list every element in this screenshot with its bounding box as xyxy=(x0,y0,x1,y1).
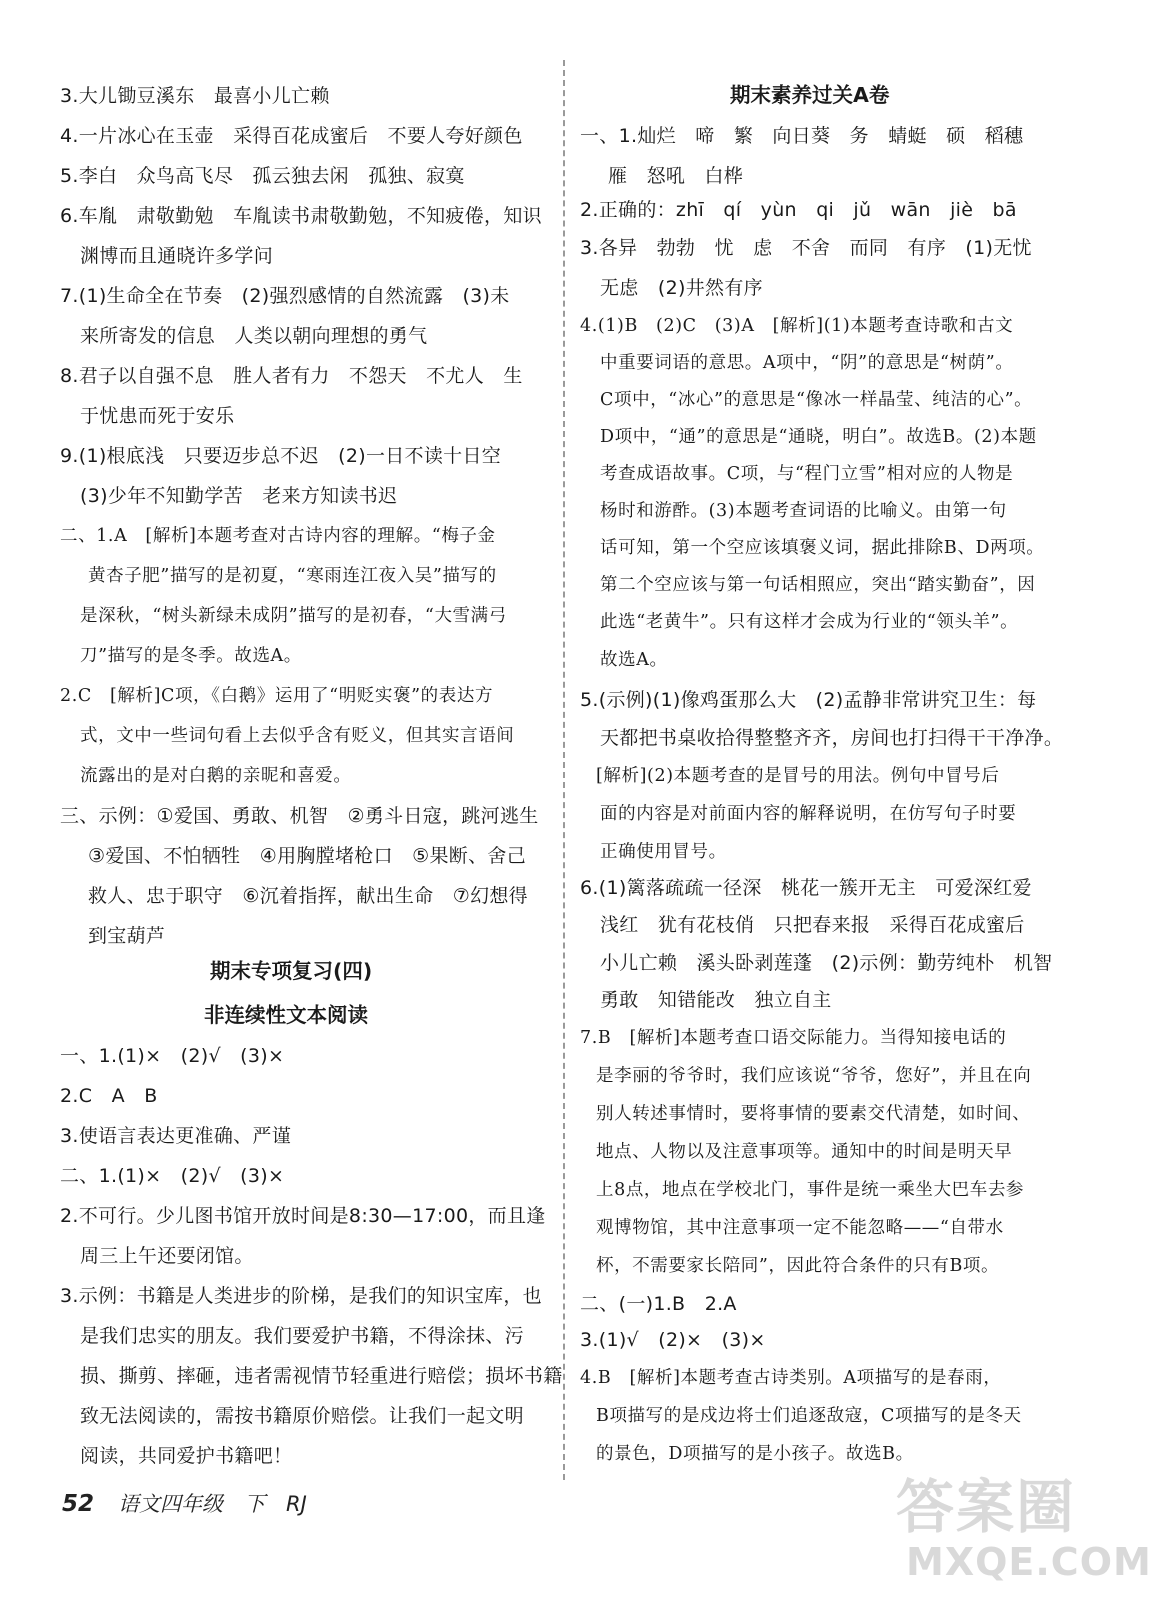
answer-line: 一、1.(1)× (2)√ (3)× xyxy=(60,1045,285,1067)
analysis-line: 中重要词语的意思。A项中，“阴”的意思是“树荫”。 xyxy=(600,353,1014,373)
analysis-line: D项中，“通”的意思是“通晓，明白”。故选B。(2)本题 xyxy=(600,427,1037,447)
analysis-line: 杨时和游酢。(3)本题考查词语的比喻义。由第一句 xyxy=(600,501,1007,521)
section-subtitle: 非连续性文本阅读 xyxy=(204,1003,368,1027)
watermark-url: MXQE.COM xyxy=(906,1540,1152,1584)
answer-line: 雁 怒吼 白桦 xyxy=(608,165,744,187)
page-number: 52 xyxy=(62,1491,95,1517)
book-subject: 语文四年级 下 RJ xyxy=(118,1492,307,1516)
analysis-line: 观博物馆，其中注意事项一定不能忽略——“自带水 xyxy=(596,1218,1004,1238)
answer-line: 于忧患而死于安乐 xyxy=(80,405,235,427)
answer-line: ③爱国、不怕牺牲 ④用胸膛堵枪口 ⑤果断、舍己 xyxy=(88,845,527,867)
answer-line: 三、示例：①爱国、勇敢、机智 ②勇斗日寇，跳河逃生 xyxy=(60,805,539,827)
answer-line: 8.君子以自强不息 胜人者有力 不怨天 不尤人 生 xyxy=(60,365,523,387)
answer-line: 9.(1)根底浅 只要迈步总不迟 (2)一日不读十日空 xyxy=(60,445,502,467)
analysis-line: 地点、人物以及注意事项等。通知中的时间是明天早 xyxy=(596,1142,1013,1162)
analysis-line: 是李丽的爷爷时，我们应该说“爷爷，您好”，并且在向 xyxy=(596,1066,1032,1086)
answer-line: 6.(1)篱落疏疏一径深 桃花一簇开无主 可爱深红爱 xyxy=(580,877,1032,899)
analysis-line: 考查成语故事。C项，与“程门立雪”相对应的人物是 xyxy=(600,464,1014,484)
analysis-line: 式，文中一些词句看上去似乎含有贬义，但其实言语间 xyxy=(80,726,515,746)
analysis-line: 故选A。 xyxy=(600,650,668,670)
answer-line: 二、1.(1)× (2)√ (3)× xyxy=(60,1165,285,1187)
analysis-line: 上8点，地点在学校北门，事件是统一乘坐大巴车去参 xyxy=(596,1180,1025,1200)
analysis-line: 流露出的是对白鹅的亲昵和喜爱。 xyxy=(80,766,352,786)
answer-line: 救人、忠于职守 ⑥沉着指挥，献出生命 ⑦幻想得 xyxy=(88,885,528,907)
analysis-line: 别人转述事情时，要将事情的要素交代清楚，如时间、 xyxy=(596,1104,1031,1124)
answer-line: 是我们忠实的朋友。我们要爱护书籍，不得涂抹、污 xyxy=(80,1325,524,1347)
analysis-line: 此选“老黄牛”。只有这样才会成为行业的“领头羊”。 xyxy=(600,612,1019,632)
section-title: 期末素养过关A卷 xyxy=(730,83,890,107)
analysis-line: C项中，“冰心”的意思是“像冰一样晶莹、纯洁的心”。 xyxy=(600,390,1033,410)
analysis-line: 是深秋，“树头新绿未成阴”描写的是初春，“大雪满弓 xyxy=(80,606,507,626)
answer-line: 二、(一)1.B 2.A xyxy=(580,1293,737,1315)
analysis-line: 正确使用冒号。 xyxy=(600,842,727,862)
analysis-line: 的景色，D项描写的是小孩子。故选B。 xyxy=(596,1444,914,1464)
analysis-line: 黄杏子肥”描写的是初夏，“寒雨连江夜入吴”描写的 xyxy=(88,566,497,586)
answer-line: (3)少年不知勤学苦 老来方知读书迟 xyxy=(80,485,398,507)
analysis-line: 杯，不需要家长陪同”，因此符合条件的只有B项。 xyxy=(596,1256,1000,1276)
analysis-line: 面的内容是对前面内容的解释说明，在仿写句子时要 xyxy=(600,804,1017,824)
analysis-line: 2.C [解析]C项，《白鹅》运用了“明贬实褒”的表达方 xyxy=(60,686,494,706)
answer-line: 3.(1)√ (2)× (3)× xyxy=(580,1329,766,1351)
answer-line: 致无法阅读的，需按书籍原价赔偿。让我们一起文明 xyxy=(80,1405,524,1427)
answer-line: 浅红 犹有花枝俏 只把春来报 采得百花成蜜后 xyxy=(600,914,1025,936)
answer-line: 5.李白 众鸟高飞尽 孤云独去闲 孤独、寂寞 xyxy=(60,165,465,187)
answer-line: 小儿亡赖 溪头卧剥莲蓬 (2)示例：勤劳纯朴 机智 xyxy=(600,952,1053,974)
analysis-line: [解析](2)本题考查的是冒号的用法。例句中冒号后 xyxy=(596,766,1000,786)
analysis-line: 7.B [解析]本题考查口语交际能力。当得知接电话的 xyxy=(580,1028,1007,1048)
page-footer xyxy=(62,1488,307,1518)
watermark-logo xyxy=(878,1456,1152,1596)
answer-line: 2.不可行。少儿图书馆开放时间是8:30—17:00，而且逢 xyxy=(60,1205,546,1227)
answer-line: 6.车胤 肃敬勤勉 车胤读书肃敬勤勉，不知疲倦，知识 xyxy=(60,205,542,227)
answer-line: 无虑 (2)井然有序 xyxy=(600,277,763,299)
answer-line: 一、1.灿烂 啼 繁 向日葵 务 蜻蜓 硕 稻穗 xyxy=(580,125,1024,147)
answer-line: 阅读，共同爱护书籍吧！ xyxy=(80,1445,293,1467)
answer-line: 3.大儿锄豆溪东 最喜小儿亡赖 xyxy=(60,85,330,107)
answer-line: 来所寄发的信息 人类以朝向理想的勇气 xyxy=(80,325,428,347)
analysis-line: 4.B [解析]本题考查古诗类别。A项描写的是春雨， xyxy=(580,1368,1002,1388)
answer-line: 周三上午还要闭馆。 xyxy=(80,1245,254,1267)
section-title: 期末专项复习(四) xyxy=(210,959,373,983)
answer-line: 3.使语言表达更准确、严谨 xyxy=(60,1125,292,1147)
answer-line: 2.C A B xyxy=(60,1085,158,1107)
answer-line: 7.(1)生命全在节奏 (2)强烈感情的自然流露 (3)未 xyxy=(60,285,510,307)
answer-line: 天都把书桌收拾得整整齐齐，房间也打扫得干干净净。 xyxy=(600,727,1064,749)
column-divider xyxy=(563,60,565,1480)
watermark-text: 答案圈 xyxy=(896,1473,1077,1541)
analysis-line: 话可知，第一个空应该填褒义词，据此排除B、D两项。 xyxy=(600,538,1045,558)
answer-line: 3.各异 勃勃 忧 虑 不舍 而同 有序 (1)无忧 xyxy=(580,237,1032,259)
analysis-line: 4.(1)B (2)C (3)A [解析](1)本题考查诗歌和古文 xyxy=(580,316,1014,336)
answer-line: 2.正确的：zhī qí yùn qi jǔ wān jiè bā xyxy=(580,199,1017,221)
answer-line: 5.(示例)(1)像鸡蛋那么大 (2)孟静非常讲究卫生：每 xyxy=(580,689,1037,711)
analysis-line: 第二个空应该与第一句话相照应，突出“踏实勤奋”，因 xyxy=(600,575,1036,595)
answer-line: 到宝葫芦 xyxy=(88,925,166,947)
analysis-line: B项描写的是戍边将士们追逐敌寇，C项描写的是冬天 xyxy=(596,1406,1022,1426)
answer-line: 渊博而且通晓许多学问 xyxy=(80,245,274,267)
answer-line: 损、撕剪、摔砸，违者需视情节轻重进行赔偿；损坏书籍 xyxy=(80,1365,563,1387)
answer-line: 3.示例：书籍是人类进步的阶梯，是我们的知识宝库，也 xyxy=(60,1285,542,1307)
answer-line: 4.一片冰心在玉壶 采得百花成蜜后 不要人夸好颜色 xyxy=(60,125,523,147)
answer-line: 勇敢 知错能改 独立自主 xyxy=(600,989,832,1011)
analysis-line: 刀”描写的是冬季。故选A。 xyxy=(80,646,302,666)
analysis-line: 二、1.A [解析]本题考查对古诗内容的理解。“梅子金 xyxy=(60,526,496,546)
